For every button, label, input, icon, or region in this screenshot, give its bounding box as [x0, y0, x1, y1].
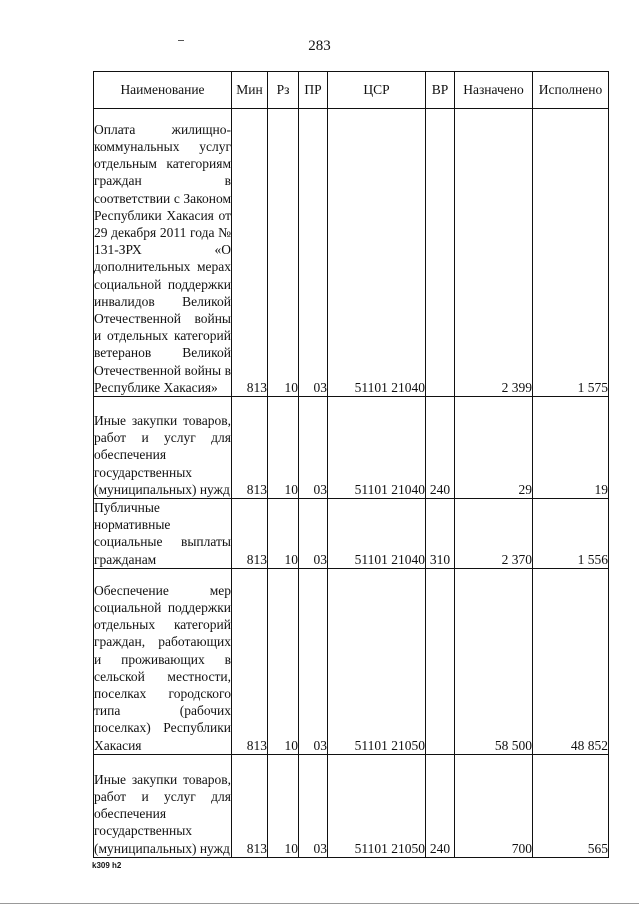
row-rz: 10	[268, 499, 299, 569]
header-min: Мин	[232, 72, 268, 109]
page-edge-line	[0, 903, 639, 904]
table-row	[94, 397, 609, 499]
row-name: Иные закупки товаров, работ и услуг для обеспечения государственных (муниципальных) нужд	[94, 397, 232, 499]
row-rz: 10	[268, 568, 299, 754]
row-csr: 51101 21050	[328, 568, 426, 754]
header-pr: ПР	[299, 72, 328, 109]
row-min: 813	[232, 499, 268, 569]
table-row	[94, 499, 609, 569]
row-assigned: 29	[455, 397, 533, 499]
row-min: 813	[232, 568, 268, 754]
row-name: Обеспечение мер социальной поддержки отдельных категорий граждан, работающих и проживающих в сельской местности, поселках городского типа (рабочих поселках) Республики Хакасия	[94, 568, 232, 754]
row-min: 813	[232, 397, 268, 499]
row-vr	[426, 109, 455, 397]
row-rz: 10	[268, 397, 299, 499]
row-vr	[426, 568, 455, 754]
row-executed: 1 556	[533, 499, 609, 569]
row-vr: 240	[426, 754, 455, 857]
row-pr: 03	[299, 397, 328, 499]
row-executed: 48 852	[533, 568, 609, 754]
row-pr: 03	[299, 568, 328, 754]
table-row	[94, 754, 609, 857]
budget-table	[93, 71, 609, 858]
row-csr: 51101 21040	[328, 109, 426, 397]
header-csr: ЦСР	[328, 72, 426, 109]
scan-mark	[178, 40, 184, 41]
row-rz: 10	[268, 754, 299, 857]
page-number: 283	[308, 38, 331, 54]
row-vr: 310	[426, 499, 455, 569]
row-name: Оплата жилищно-коммунальных услуг отдельным категориям граждан в соответствии с Законом Республики Хакасия от 29 декабря 2011 года № 131-ЗРХ «О дополнительных мерах социальной поддержки инвалидов Великой Отечественной войны и отдельных категорий ветеранов Великой Отечественной войны в Республике Хакасия»	[94, 109, 232, 397]
row-executed: 19	[533, 397, 609, 499]
table-row	[94, 568, 609, 754]
header-executed: Исполнено	[533, 72, 609, 109]
row-name: Публичные нормативные социальные выплаты гражданам	[94, 500, 231, 567]
row-assigned: 700	[455, 754, 533, 857]
row-rz: 10	[268, 109, 299, 397]
header-name: Наименование	[94, 72, 232, 109]
row-executed: 565	[533, 754, 609, 857]
row-min: 813	[232, 754, 268, 857]
row-min: 813	[232, 109, 268, 397]
row-pr: 03	[299, 499, 328, 569]
footer-code: k309 h2	[92, 861, 122, 870]
row-pr: 03	[299, 754, 328, 857]
row-csr: 51101 21040	[328, 499, 426, 569]
row-assigned: 2 399	[455, 109, 533, 397]
row-name: Иные закупки товаров, работ и услуг для обеспечения государственных (муниципальных) нужд	[94, 754, 232, 857]
row-pr: 03	[299, 109, 328, 397]
row-assigned: 2 370	[455, 499, 533, 569]
header-rz: Рз	[268, 72, 299, 109]
header-vr: ВР	[426, 72, 455, 109]
row-csr: 51101 21050	[328, 754, 426, 857]
row-vr: 240	[426, 397, 455, 499]
header-assigned: Назначено	[455, 72, 533, 109]
table-row	[94, 109, 609, 397]
row-csr: 51101 21040	[328, 397, 426, 499]
row-executed: 1 575	[533, 109, 609, 397]
row-assigned: 58 500	[455, 568, 533, 754]
header-row	[94, 72, 609, 109]
